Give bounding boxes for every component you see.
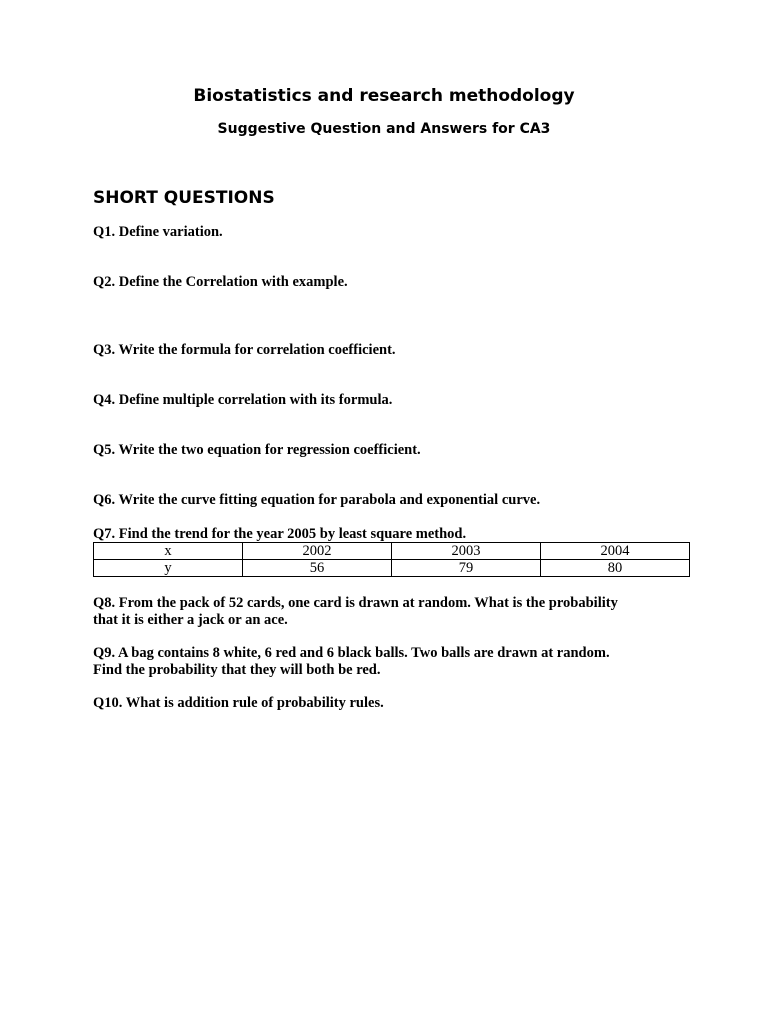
question-8-line-1: Q8. From the pack of 52 cards, one card is drawn at random. What is the probability (93, 595, 618, 611)
table-cell: 2002 (243, 543, 392, 560)
table-cell: 2004 (541, 543, 690, 560)
table-cell: 2003 (392, 543, 541, 560)
question-5: Q5. Write the two equation for regression coefficient. (93, 442, 421, 458)
table-cell: y (94, 560, 243, 577)
question-4: Q4. Define multiple correlation with its formula. (93, 392, 393, 408)
document-subtitle: Suggestive Question and Answers for CA3 (217, 121, 551, 137)
section-heading: SHORT QUESTIONS (93, 188, 275, 208)
question-1: Q1. Define variation. (93, 224, 223, 240)
question-7: Q7. Find the trend for the year 2005 by least square method. (93, 526, 467, 542)
question-8-line-2: that it is either a jack or an ace. (93, 612, 288, 628)
question-10: Q10. What is addition rule of probability rules. (93, 695, 384, 711)
question-9-line-2: Find the probability that they will both be red. (93, 662, 381, 678)
table-cell: 80 (541, 560, 690, 577)
question-2: Q2. Define the Correlation with example. (93, 274, 348, 290)
trend-table (93, 542, 690, 577)
question-6: Q6. Write the curve fitting equation for parabola and exponential curve. (93, 492, 541, 508)
table-cell: 79 (392, 560, 541, 577)
table-row (94, 543, 690, 560)
question-3: Q3. Write the formula for correlation coefficient. (93, 342, 396, 358)
table-cell: x (94, 543, 243, 560)
table-cell: 56 (243, 560, 392, 577)
question-9-line-1: Q9. A bag contains 8 white, 6 red and 6 black balls. Two balls are drawn at random. (93, 645, 610, 661)
document-title: Biostatistics and research methodology (193, 86, 575, 106)
table-row (94, 560, 690, 577)
